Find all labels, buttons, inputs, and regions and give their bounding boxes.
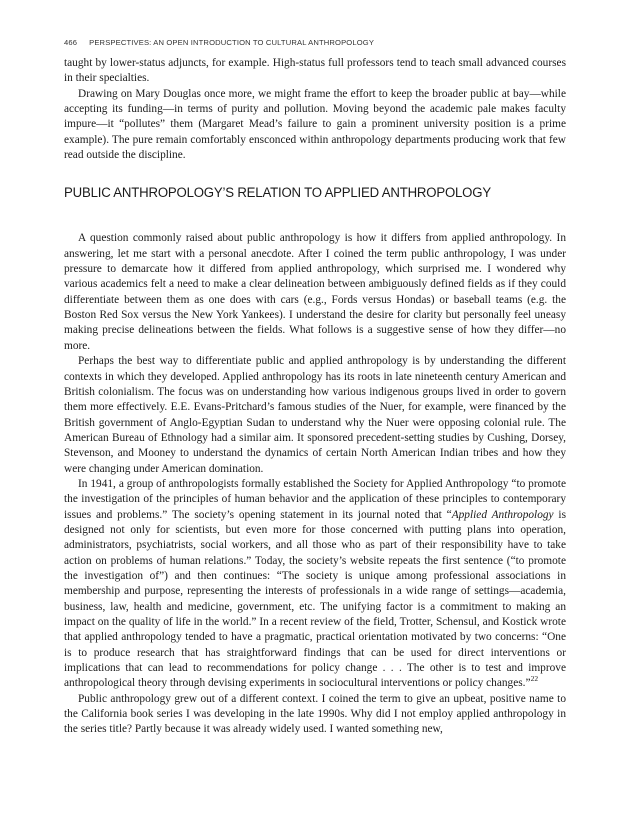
paragraph-public-anthropology: Public anthropology grew out of a different context. I coined the term to give an upbeat, positive name to the California book series I was developing in the late 1990s. Why did I not employ applied anthropology in the series title? Partly because it was already widely used. I wanted something new, (64, 692, 566, 736)
footnote-marker[interactable]: 22 (530, 674, 539, 684)
paragraph-society-1941 (64, 477, 566, 692)
paragraph-continued: taught by lower-status adjuncts, for example. High-status full professors tend to teach small advanced courses in their specialties. (64, 57, 566, 85)
paragraph-contexts: Perhaps the best way to differentiate public and applied anthropology is by understanding the different contexts in which they developed. Applied anthropology has its roots in late nineteenth century American and British colonialism. The focus was on understanding how various indigenous groups lived in order to govern them more effectively. E.E. Evans-Pritchard’s famous studies of the Nuer, for example, were financed by the British government of Anglo-Egyptian Sudan to understand why the Nuer were opposing colonial rule. The American Bureau of Ethnology had a similar aim. It sponsored precedent-setting studies by Cushing, Dorsey, Stevenson, and Mooney to understand the dynamics of certain North American Indian tribes and how they were changing under American domination. (64, 355, 566, 475)
section-heading: PUBLIC ANTHROPOLOGY’S RELATION TO APPLIED ANTHROPOLOGY (64, 185, 491, 202)
paragraph-mary-douglas: Drawing on Mary Douglas once more, we might frame the effort to keep the broader public at bay—while accepting its funding—in terms of purity and pollution. Moving beyond the academic pale makes faculty impure—it “pollutes” them (Margaret Mead’s failure to gain a prominent university position is a prime example). The pure remain comfortably ensconced within anthropology departments producing work that few read outside the discipline. (64, 87, 566, 162)
running-head (64, 38, 566, 47)
journal-title: Applied Anthropology (451, 508, 554, 521)
page-body (64, 38, 566, 738)
paragraph-question: A question commonly raised about public anthropology is how it differs from applied anthropology. In answering, let me start with a personal anecdote. After I coined the term public anthropology, I was under pressure to demarcate how it differed from applied anthropology, which surprised me. I wondered why various academics felt a need to make a clear delineation between ambiguously defined fields as if they could differentiate between them as one does with cars (e.g., Fords versus Hondas) or baseball teams (e.g. the Boston Red Sox versus the New York Yankees). I understand the desire for clarity but personally feel uneasy making precise delineations between the fields. What follows is a suggestive sense of how they differ—no more. (64, 232, 566, 352)
paragraph-text-end: is designed not only for scientists, but even more for those concerned with putting plans into operation, administrators, psychiatrists, social workers, and all those who as part of their responsibility have to take action on problems of human relations.” Today, the society’s website repeats the first sentence (“to promote the investigation of”) and then continues: “The society is unique among professional associations in membership and purpose, representing the interests of professionals in a wide range of settings—academia, business, law, health and medicine, government, etc. The unifying factor is a commitment to making an impact on the quality of life in the world.” In a recent review of the field, Trotter, Schensul, and Kostick wrote that applied anthropology tended to have a pragmatic, practical orientation motivated by two concerns: “One is to produce research that has straightforward findings that can be used for direct interventions or implications that can lead to recommendations for policy change . . . The other is to test and improve anthropological theory through devising experiments in sociocultural interventions or policy changes.” (64, 508, 566, 690)
page-number: 466 (64, 38, 78, 47)
running-head-title: PERSPECTIVES: AN OPEN INTRODUCTION TO CULTURAL ANTHROPOLOGY (89, 38, 375, 47)
paragraph-text-start: In 1941, a group of anthropologists formally established the Society for Applied Anthropology “to promote the investigation of the principles of human behavior and the application of these principles to contemporary issues and problems.” The society’s opening statement in its journal noted that “ (64, 477, 566, 521)
